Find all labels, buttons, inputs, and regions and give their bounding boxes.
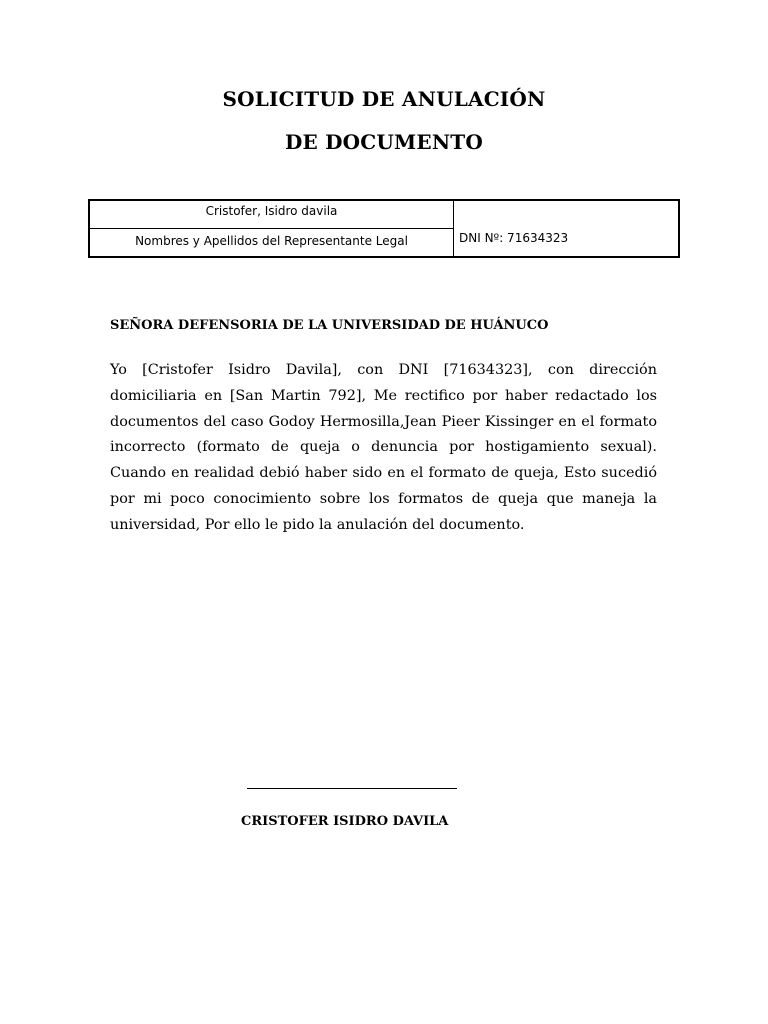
signatory-name: CRISTOFER ISIDRO DAVILA bbox=[241, 814, 449, 829]
addressee: SEÑORA DEFENSORIA DE LA UNIVERSIDAD DE HUÁNUCO bbox=[110, 318, 549, 333]
signature-line bbox=[247, 788, 457, 789]
identification-table bbox=[88, 199, 680, 258]
representative-name-cell: Cristofer, Isidro davila bbox=[90, 201, 454, 229]
letter-body: Yo [Cristofer Isidro Davila], con DNI [71634323], con dirección domiciliaria en [San Martin 792], Me rectifico por haber redactado los documentos del caso Godoy Hermosilla,Jean Pieer Kissinger en el formato incorrecto (formato de queja o denuncia por hostigamiento sexual). Cuando en realidad debió haber sido en el formato de queja, Esto sucedió por mi poco conocimiento sobre los formatos de queja que maneja la universidad, Por ello le pido la anulación del documento. bbox=[110, 362, 657, 533]
document-title-line-1: SOLICITUD DE ANULACIÓN bbox=[222, 87, 546, 111]
representative-label-cell: Nombres y Apellidos del Representante Legal bbox=[90, 229, 454, 256]
document-title-line-2: DE DOCUMENTO bbox=[284, 130, 484, 154]
dni-cell: DNI Nº: 71634323 bbox=[459, 231, 569, 245]
empty-cell bbox=[454, 201, 678, 229]
